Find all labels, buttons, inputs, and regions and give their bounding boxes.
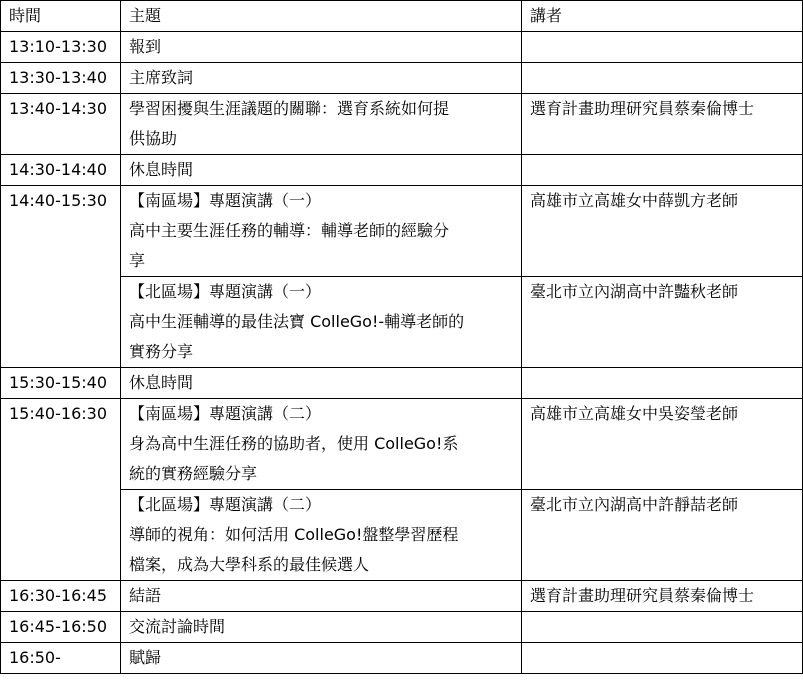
topic-cell bbox=[121, 186, 522, 277]
table-row bbox=[1, 155, 803, 186]
table-row bbox=[1, 63, 803, 94]
header-row bbox=[1, 1, 803, 32]
topic-line: 檔案，成為大學科系的最佳候選人 bbox=[129, 555, 370, 574]
topic-cell bbox=[121, 612, 522, 643]
topic-cell bbox=[121, 643, 522, 674]
time-cell: 14:40-15:30 bbox=[1, 186, 121, 368]
topic-line: 【北區場】專題演講（一） bbox=[129, 282, 322, 301]
topic-cell bbox=[121, 63, 522, 94]
speaker-cell bbox=[522, 155, 803, 186]
speaker-cell: 選育計畫助理研究員蔡秦倫博士 bbox=[522, 581, 803, 612]
topic-cell bbox=[121, 155, 522, 186]
topic-cell bbox=[121, 399, 522, 490]
topic-line: 實務分享 bbox=[129, 342, 194, 361]
table-row bbox=[1, 612, 803, 643]
topic-line: 統的實務經驗分享 bbox=[129, 464, 258, 483]
topic-line: 結語 bbox=[129, 586, 162, 605]
table-row bbox=[1, 399, 803, 490]
header-speaker: 講者 bbox=[522, 1, 803, 32]
time-cell: 14:30-14:40 bbox=[1, 155, 121, 186]
header-time: 時間 bbox=[1, 1, 121, 32]
table-row bbox=[1, 368, 803, 399]
topic-line: 高中主要生涯任務的輔導：輔導老師的經驗分 bbox=[129, 221, 450, 240]
topic-line: 身為高中生涯任務的協助者，使用 ColleGo!系 bbox=[129, 434, 459, 453]
header-topic: 主題 bbox=[121, 1, 522, 32]
time-cell: 16:30-16:45 bbox=[1, 581, 121, 612]
speaker-cell: 選育計畫助理研究員蔡秦倫博士 bbox=[522, 94, 803, 155]
table-row bbox=[1, 94, 803, 155]
speaker-cell bbox=[522, 63, 803, 94]
time-cell: 16:50- bbox=[1, 643, 121, 674]
topic-line: 交流討論時間 bbox=[129, 617, 226, 636]
topic-line: 賦歸 bbox=[129, 648, 162, 667]
topic-line: 【南區場】專題演講（一） bbox=[129, 191, 322, 210]
topic-line: 學習困擾與生涯議題的關聯：選育系統如何提 bbox=[129, 99, 450, 118]
speaker-cell: 高雄市立高雄女中薛凱方老師 bbox=[522, 186, 803, 277]
topic-line: 休息時間 bbox=[129, 373, 194, 392]
time-cell: 13:30-13:40 bbox=[1, 63, 121, 94]
time-cell: 16:45-16:50 bbox=[1, 612, 121, 643]
speaker-cell bbox=[522, 368, 803, 399]
speaker-cell bbox=[522, 32, 803, 63]
table-row bbox=[1, 490, 803, 581]
topic-cell bbox=[121, 581, 522, 612]
topic-line: 享 bbox=[129, 251, 146, 270]
speaker-cell: 高雄市立高雄女中吳姿瑩老師 bbox=[522, 399, 803, 490]
topic-line: 【南區場】專題演講（二） bbox=[129, 404, 322, 423]
topic-line: 【北區場】專題演講（二） bbox=[129, 495, 322, 514]
time-cell: 13:40-14:30 bbox=[1, 94, 121, 155]
table-row bbox=[1, 643, 803, 674]
time-cell: 15:30-15:40 bbox=[1, 368, 121, 399]
topic-line: 供協助 bbox=[129, 129, 178, 148]
topic-cell bbox=[121, 32, 522, 63]
table-row bbox=[1, 581, 803, 612]
speaker-cell bbox=[522, 643, 803, 674]
topic-line: 主席致詞 bbox=[129, 68, 194, 87]
topic-line: 報到 bbox=[129, 37, 162, 56]
topic-cell bbox=[121, 368, 522, 399]
topic-cell bbox=[121, 490, 522, 581]
time-cell: 15:40-16:30 bbox=[1, 399, 121, 581]
topic-line: 導師的視角：如何活用 ColleGo!盤整學習歷程 bbox=[129, 525, 459, 544]
table-row bbox=[1, 186, 803, 277]
topic-cell bbox=[121, 277, 522, 368]
topic-line: 高中生涯輔導的最佳法寶 ColleGo!-輔導老師的 bbox=[129, 312, 465, 331]
table-row bbox=[1, 277, 803, 368]
table-row bbox=[1, 32, 803, 63]
speaker-cell: 臺北市立內湖高中許豔秋老師 bbox=[522, 277, 803, 368]
topic-line: 休息時間 bbox=[129, 160, 194, 179]
time-cell: 13:10-13:30 bbox=[1, 32, 121, 63]
speaker-cell: 臺北市立內湖高中許靜喆老師 bbox=[522, 490, 803, 581]
topic-cell bbox=[121, 94, 522, 155]
speaker-cell bbox=[522, 612, 803, 643]
